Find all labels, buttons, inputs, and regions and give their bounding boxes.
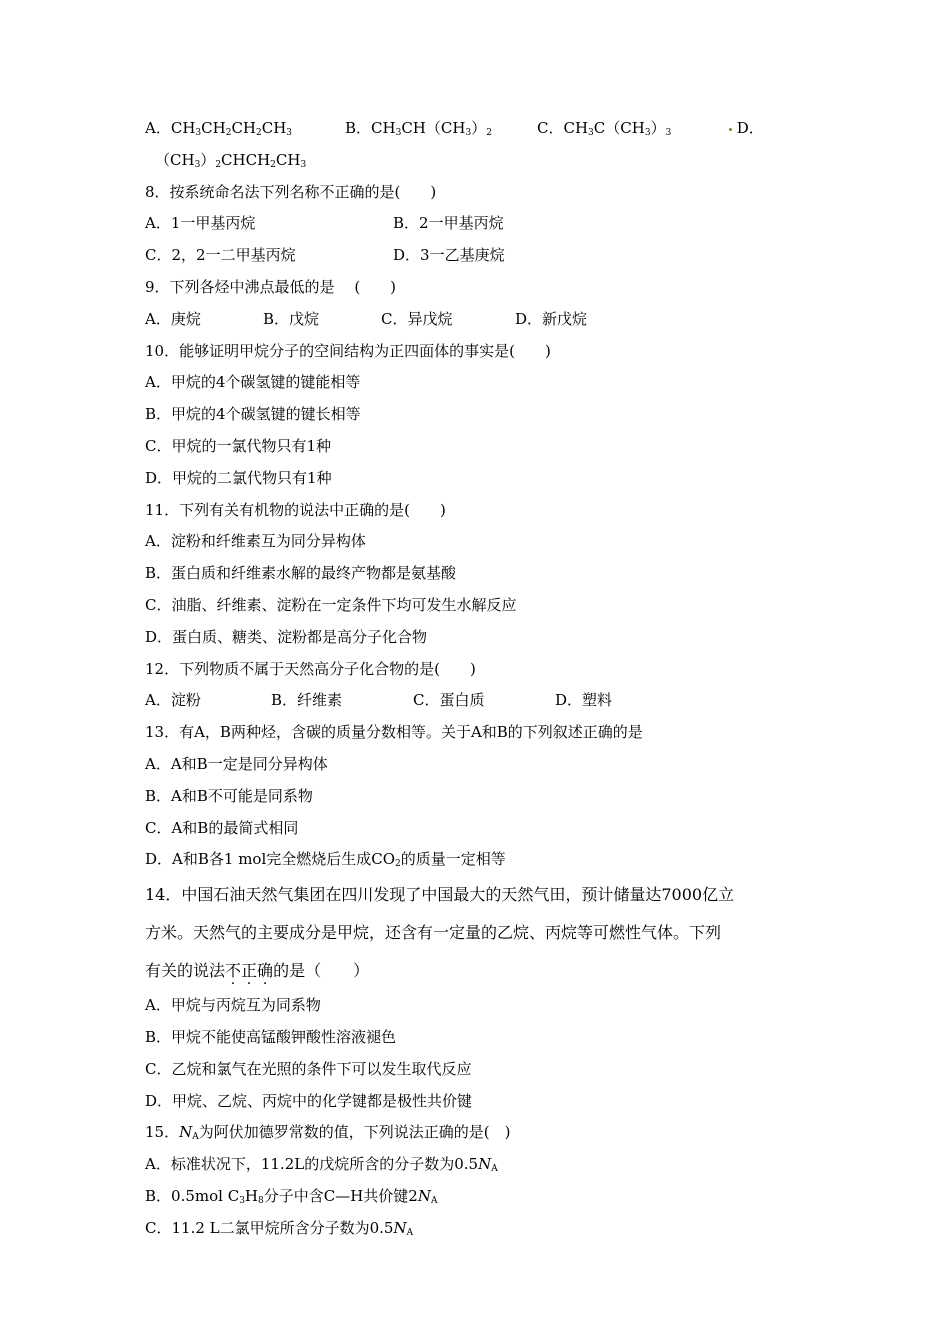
- q7-options-line: [145, 113, 785, 145]
- q12-option-b: B．纤维素: [271, 691, 343, 710]
- q10-option-a: A．甲烷的4个碳氢键的键能相等: [145, 373, 361, 392]
- q7-option-d-label: D．: [729, 113, 764, 145]
- emphasis-char: 正: [241, 961, 258, 981]
- q9-option-b: B．戊烷: [263, 309, 320, 328]
- q11-stem: 11．下列有关有机物的说法中正确的是( ): [145, 500, 446, 519]
- q14-option-d: D．甲烷、乙烷、丙烷中的化学键都是极性共价键: [145, 1091, 473, 1110]
- q9-option-d: D．新戊烷: [515, 309, 588, 328]
- q14-option-c: C．乙烷和氯气在光照的条件下可以发生取代反应: [145, 1059, 472, 1078]
- q12-option-d: D．塑料: [555, 691, 613, 710]
- q11-option-c: C．油脂、纤维素、淀粉在一定条件下均可发生水解反应: [145, 595, 517, 614]
- q12-option-c: C．蛋白质: [413, 691, 485, 710]
- q15-option-b: B．0.5mol $C_3H_8$分子中含C—H共价键$2N_A$: [145, 1186, 438, 1206]
- q13-stem: 13．有A，B两种烃，含碳的质量分数相等。关于A和B的下列叙述正确的是: [145, 723, 643, 742]
- q13-option-c: C．A和B的最简式相同: [145, 818, 299, 837]
- q13-option-a: A．A和B一定是同分异构体: [145, 754, 328, 773]
- q11-option-b: B．蛋白质和纤维素水解的最终产物都是氨基酸: [145, 564, 457, 583]
- q7-option-d-formula: $(CH_3)_2CHCH_2CH_3$: [155, 150, 307, 170]
- q10-option-c: C．甲烷的一氯代物只有1种: [145, 436, 332, 455]
- emphasis-char: 确: [257, 961, 274, 981]
- q7-option-c: C．$CH_3C(CH_3)_3$: [537, 119, 672, 138]
- q15-option-a: A．标准状况下，11.2L的戊烷所含的分子数为$0.5N_A$: [145, 1155, 498, 1175]
- q12-options: [145, 685, 785, 717]
- question-list: [145, 113, 785, 1245]
- q14-option-b: B．甲烷不能使高锰酸钾酸性溶液褪色: [145, 1027, 397, 1046]
- q14-option-a: A．甲烷与丙烷互为同系物: [145, 996, 321, 1015]
- q9-option-a: A．庚烷: [145, 309, 201, 328]
- q14-stem-line-2: 方米。天然气的主要成分是甲烷，还含有一定量的乙烷、丙烷等可燃性气体。下列: [145, 923, 722, 943]
- q13-option-b: B．A和B不可能是同系物: [145, 786, 313, 805]
- q14-stem-line-1: 14．中国石油天然气集团在四川发现了中国最大的天然气田，预计储量达7000亿立: [145, 885, 735, 905]
- q9-stem: 9．下列各烃中沸点最低的是 ( ): [145, 277, 397, 296]
- q8-options-ab: [145, 208, 785, 240]
- q9-options: [145, 304, 785, 336]
- q8-option-b: B．2一甲基丙烷: [393, 214, 504, 233]
- emphasis-char: 不: [225, 961, 242, 981]
- q12-option-a: A．淀粉: [145, 691, 201, 710]
- q8-option-a: A．1一甲基丙烷: [145, 214, 256, 233]
- q12-stem: 12．下列物质不属于天然高分子化合物的是( ): [145, 659, 476, 678]
- stray-dot: [729, 128, 732, 131]
- q9-option-c: C．异戊烷: [381, 309, 453, 328]
- q7-option-a: A．$CH_3CH_2CH_2CH_3$: [145, 119, 293, 138]
- q10-option-d: D．甲烷的二氯代物只有1种: [145, 468, 332, 487]
- q15-option-c: C．11.2 L二氯甲烷所含分子数为$0.5N_A$: [145, 1218, 414, 1238]
- q7-option-b: B．$CH_3CH(CH_3)_2$: [345, 119, 492, 138]
- q8-stem: 8．按系统命名法下列名称不正确的是( ): [145, 182, 437, 201]
- q15-stem: 15．$N_A$为阿伏加德罗常数的值，下列说法正确的是( ): [145, 1123, 511, 1143]
- q11-option-d: D．蛋白质、糖类、淀粉都是高分子化合物: [145, 627, 428, 646]
- q8-option-d: D．3一乙基庚烷: [393, 246, 505, 265]
- q8-options-cd: [145, 240, 785, 272]
- q8-option-c: C．2，2一二甲基丙烷: [145, 246, 296, 265]
- q13-option-d: D．A和B各1 mol完全燃烧后生成$CO_2$的质量一定相等: [145, 850, 506, 870]
- q10-stem: 10．能够证明甲烷分子的空间结构为正四面体的事实是( ): [145, 341, 551, 360]
- q10-option-b: B．甲烷的4个碳氢键的键长相等: [145, 405, 361, 424]
- q11-option-a: A．淀粉和纤维素互为同分异构体: [145, 532, 366, 551]
- q14-stem-line-3: 有关的说法不正确的是（ ）: [145, 961, 370, 981]
